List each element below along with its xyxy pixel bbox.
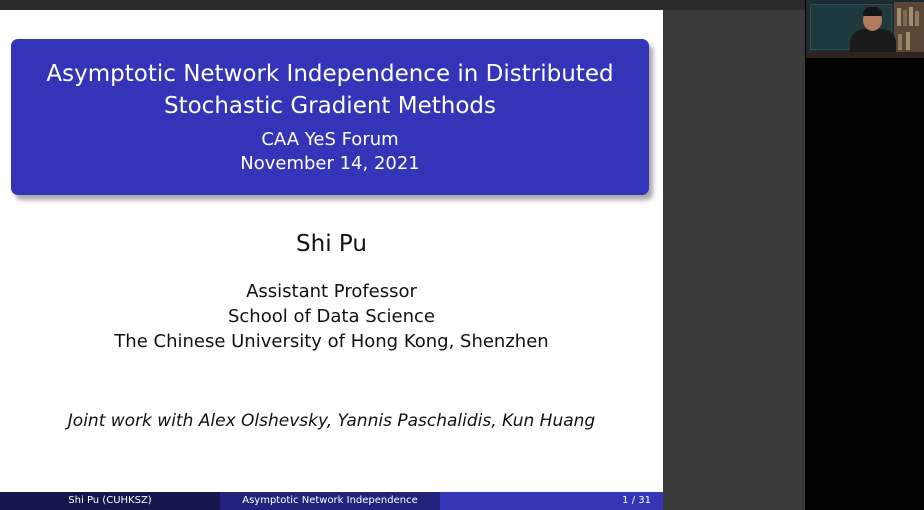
- footer-author: Shi Pu (CUHKSZ): [0, 492, 220, 510]
- speaker-video-thumbnail[interactable]: [806, 0, 924, 58]
- author-name: Shi Pu: [296, 231, 367, 257]
- video-sidebar: [805, 0, 924, 510]
- joint-work-note: Joint work with Alex Olshevsky, Yannis Paschalidis, Kun Huang: [67, 411, 596, 431]
- footer-title: Asymptotic Network Independence: [220, 492, 440, 510]
- title-box: [11, 39, 649, 195]
- bookshelf: [894, 2, 924, 56]
- slide-title-line-1: Asymptotic Network Independence in Distributed: [46, 61, 614, 87]
- affiliation-university: The Chinese University of Hong Kong, Shenzhen: [114, 331, 549, 352]
- event-date: November 14, 2021: [240, 153, 420, 174]
- affiliation-school: School of Data Science: [227, 306, 436, 327]
- affiliation-position: Assistant Professor: [246, 281, 417, 302]
- presentation-slide: [0, 10, 663, 510]
- presentation-background: [663, 10, 805, 510]
- footer-page-number: 1 / 31: [440, 492, 663, 510]
- slide-title-line-2: Stochastic Gradient Methods: [163, 93, 497, 119]
- slide-footer: [0, 492, 663, 510]
- event-name: CAA YeS Forum: [261, 129, 399, 150]
- top-bar: [0, 0, 924, 10]
